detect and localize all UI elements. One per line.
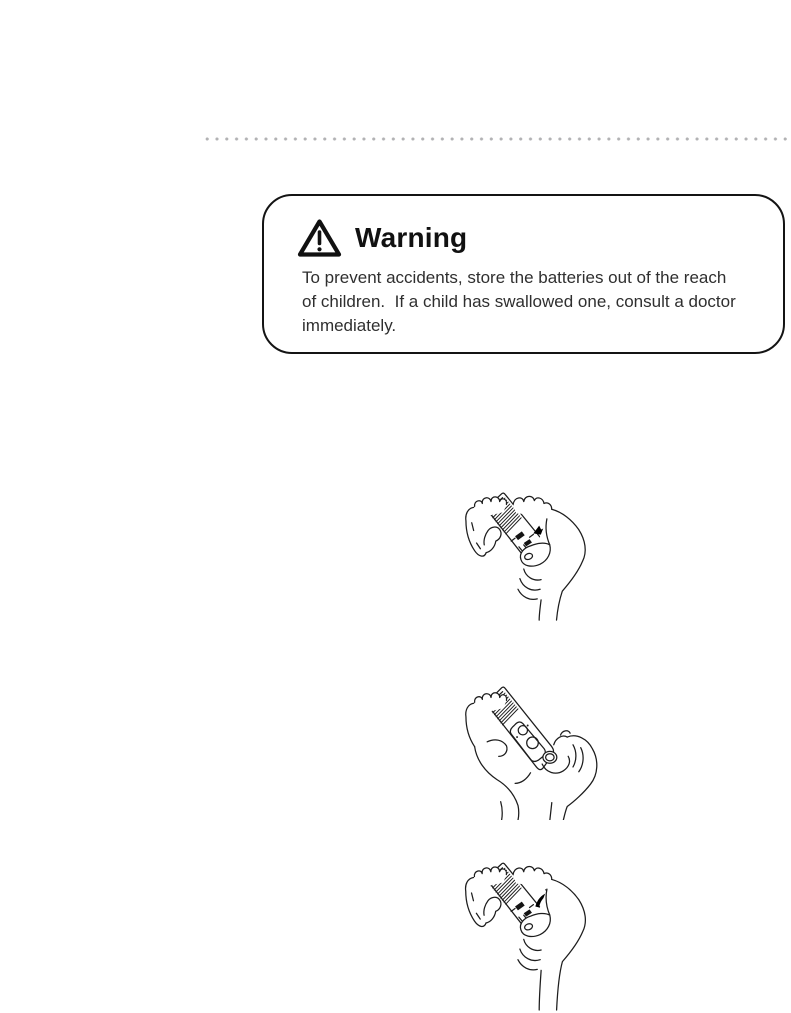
warning-text-line: immediately.: [302, 316, 397, 335]
hands-remote-drawing-3: [458, 860, 603, 1012]
illustration-slide-cover-closed: [458, 860, 603, 1012]
warning-body: [302, 266, 772, 338]
warning-title: Warning: [355, 222, 468, 253]
hands-remote-drawing-1: [458, 490, 603, 622]
illustration-slide-cover-open: [458, 490, 603, 622]
warning-header: [297, 218, 467, 258]
warning-text-line: of children. If a child has swallowed one, consult a doctor: [302, 292, 736, 311]
dotted-separator: [205, 136, 791, 142]
warning-box: [262, 194, 785, 354]
illustration-insert-battery: [460, 684, 605, 820]
warning-triangle-icon: [297, 218, 342, 258]
warning-text-line: To prevent accidents, store the batteries out of the reach: [302, 268, 727, 287]
hands-remote-drawing-2: [460, 684, 605, 820]
